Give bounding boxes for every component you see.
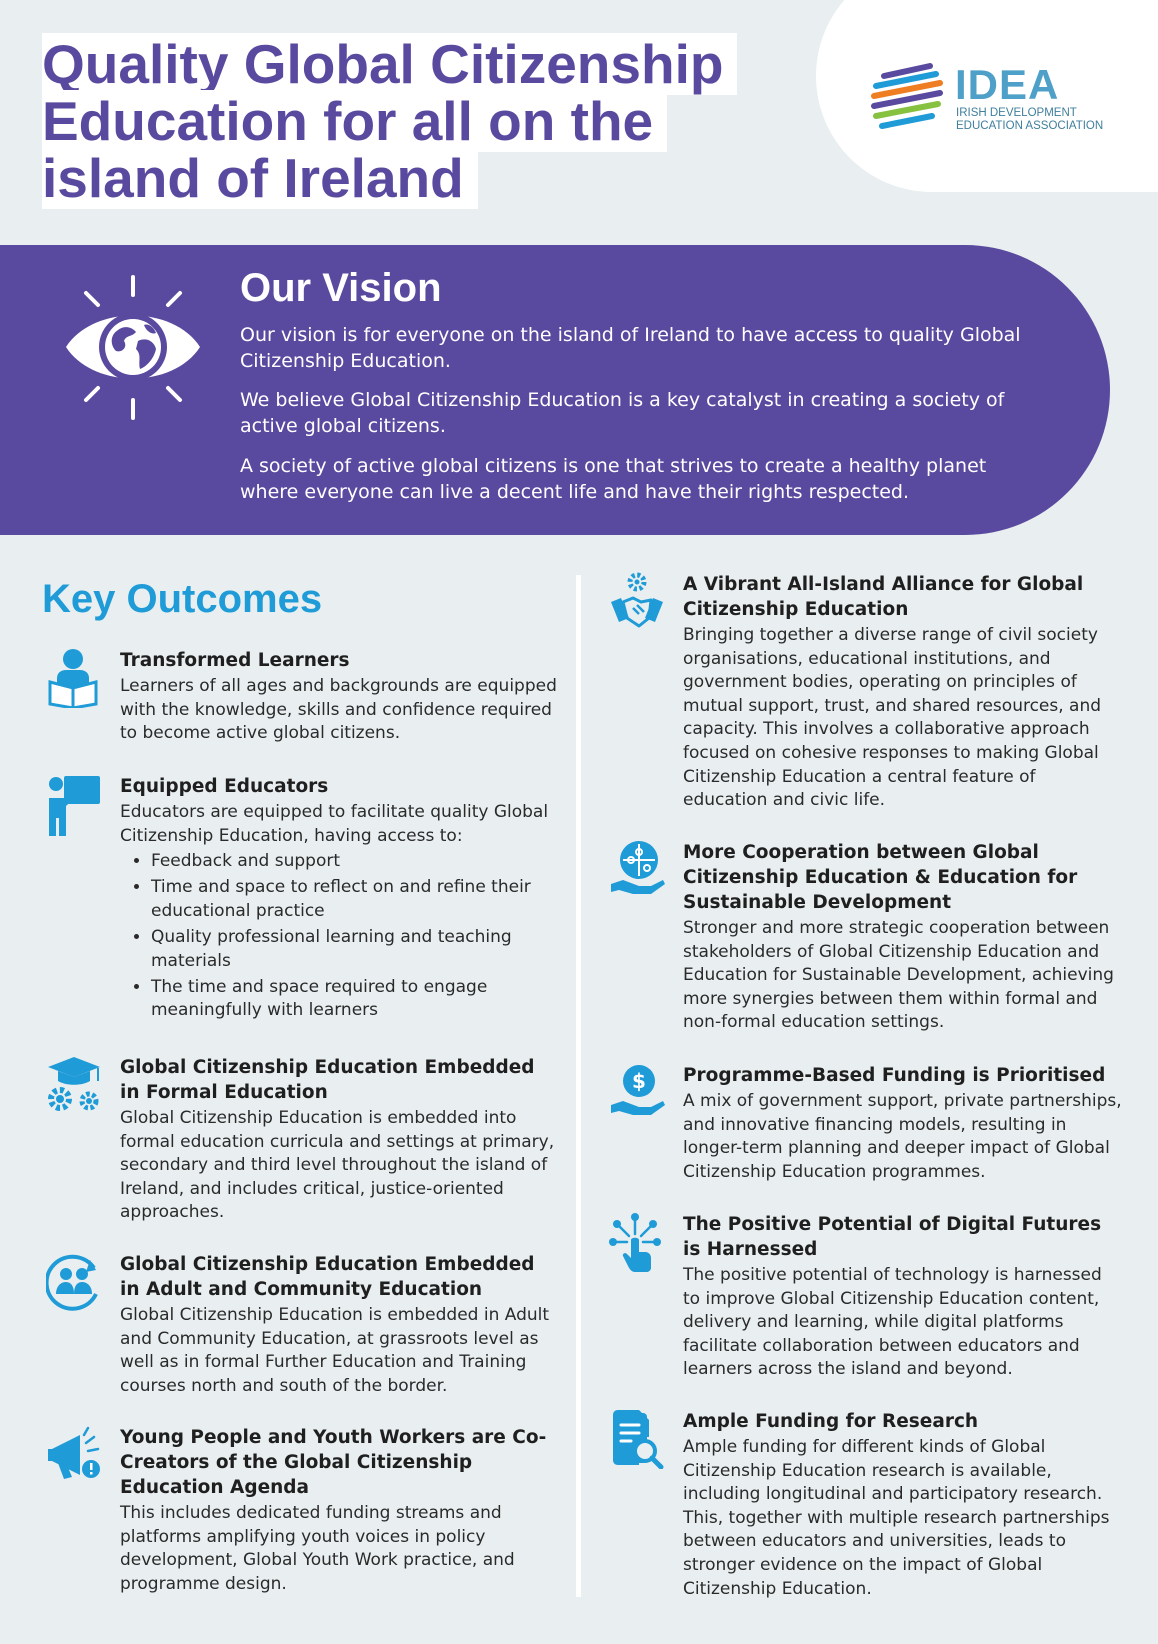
educator-board-icon (46, 774, 102, 834)
outcome-body: A mix of government support, private partnerships, and innovative financing models, resulting in longer-term planning and deeper impact of Global Citizenship Education programmes. (683, 1091, 1122, 1182)
column-divider (576, 575, 581, 1597)
outcome-body: Learners of all ages and backgrounds are equipped with the knowledge, skills and confidence required to become active global citizens. (120, 676, 557, 744)
graduation-cap-gears-icon (46, 1055, 102, 1115)
outcome-title: Global Citizenship Education Embedded in Adult and Community Education (120, 1254, 535, 1300)
handshake-gear-icon (609, 572, 665, 632)
vision-paragraph-3: A society of active global citizens is one that strives to create a healthy planet where everyone can live a decent life and have their rights respected. (240, 455, 987, 503)
svg-text:$: $ (632, 1069, 646, 1093)
logo-subtitle: IRISH DEVELOPMENT EDUCATION ASSOCIATION (956, 107, 1104, 132)
outcome-body: Ample funding for different kinds of Global Citizenship Education research is available, including longitudinal and participatory research. This, together with multiple research partnerships between educators and universities, leads to stronger evidence on the impact of Global Citizenship Education. (683, 1437, 1110, 1599)
outcome-title: A Vibrant All-Island Alliance for Global Citizenship Education (683, 574, 1084, 620)
outcome-body: This includes dedicated funding streams and platforms amplifying youth voices in policy development, Global Youth Work practice, and programme design. (120, 1503, 515, 1594)
outcome-body: Stronger and more strategic cooperation between stakeholders of Global Citizenship Education and Education for Sustainable Development, achieving more synergies between them within formal and non-formal education settings. (683, 918, 1114, 1033)
list-item: • Time and space to reflect on and refine their educational practice (151, 876, 560, 923)
outcome-body: The positive potential of technology is harnessed to improve Global Citizenship Education content, delivery and learning, while digital platforms facilitate collaboration between educators and learners across the island and beyond. (683, 1265, 1102, 1380)
outcome-title: Transformed Learners (120, 650, 350, 671)
list-item: • Feedback and support (151, 850, 560, 874)
outcome-title: More Cooperation between Global Citizenship Education & Education for Sustainable Development (683, 842, 1078, 913)
outcome-body: Global Citizenship Education is embedded in Adult and Community Education, at grassroots level as well as in formal Further Education and Training courses north and south of the border. (120, 1305, 550, 1396)
page-title: Quality Global Citizenship Education for all on the island of Ireland (42, 36, 742, 207)
hand-puzzle-icon (609, 840, 665, 900)
document-search-icon (609, 1409, 665, 1469)
outcome-title: Programme-Based Funding is Prioritised (683, 1065, 1106, 1086)
logo-wordmark: IDEA (955, 61, 1060, 108)
outcome-title: Global Citizenship Education Embedded in Formal Education (120, 1057, 535, 1103)
list-item: • Quality professional learning and teaching materials (151, 926, 560, 973)
outcome-body: Bringing together a diverse range of civil society organisations, educational institutions, and government bodies, operating on principles of mutual support, trust, and shared resources, and capacity. This involves a collaborative approach focused on cohesive responses to making Global Citizenship Education a central feature of education and civic life. (683, 625, 1102, 811)
vision-title: Our Vision (240, 266, 442, 310)
educator-access-list (120, 850, 560, 1023)
key-outcomes-title: Key Outcomes (42, 577, 323, 621)
digital-touch-icon (609, 1212, 665, 1272)
vision-paragraph-1: Our vision is for everyone on the island of Ireland to have access to quality Global Citizenship Education. (240, 324, 1021, 372)
outcome-title: Young People and Youth Workers are Co-Creators of the Global Citizenship Education Agenda (120, 1427, 547, 1498)
hand-dollar-icon (609, 1063, 665, 1123)
list-item: • The time and space required to engage meaningfully with learners (151, 976, 560, 1023)
vision-paragraph-2: We believe Global Citizenship Education is a key catalyst in creating a society of active global citizens. (240, 389, 1005, 437)
outcome-title: Equipped Educators (120, 776, 329, 797)
idea-logo-stripes-icon (870, 62, 946, 136)
outcome-title: The Positive Potential of Digital Futures is Harnessed (683, 1214, 1102, 1260)
community-cycle-icon (46, 1252, 102, 1312)
eye-globe-icon (58, 275, 208, 420)
outcome-body: Global Citizenship Education is embedded into formal education curricula and settings at primary, secondary and third level throughout the island of Ireland, and includes critical, justice-oriented approaches. (120, 1108, 555, 1223)
outcome-title: Ample Funding for Research (683, 1411, 979, 1432)
megaphone-icon (46, 1425, 102, 1485)
outcome-body: Educators are equipped to facilitate quality Global Citizenship Education, having access to: (120, 802, 549, 846)
learner-reading-icon (46, 648, 102, 708)
